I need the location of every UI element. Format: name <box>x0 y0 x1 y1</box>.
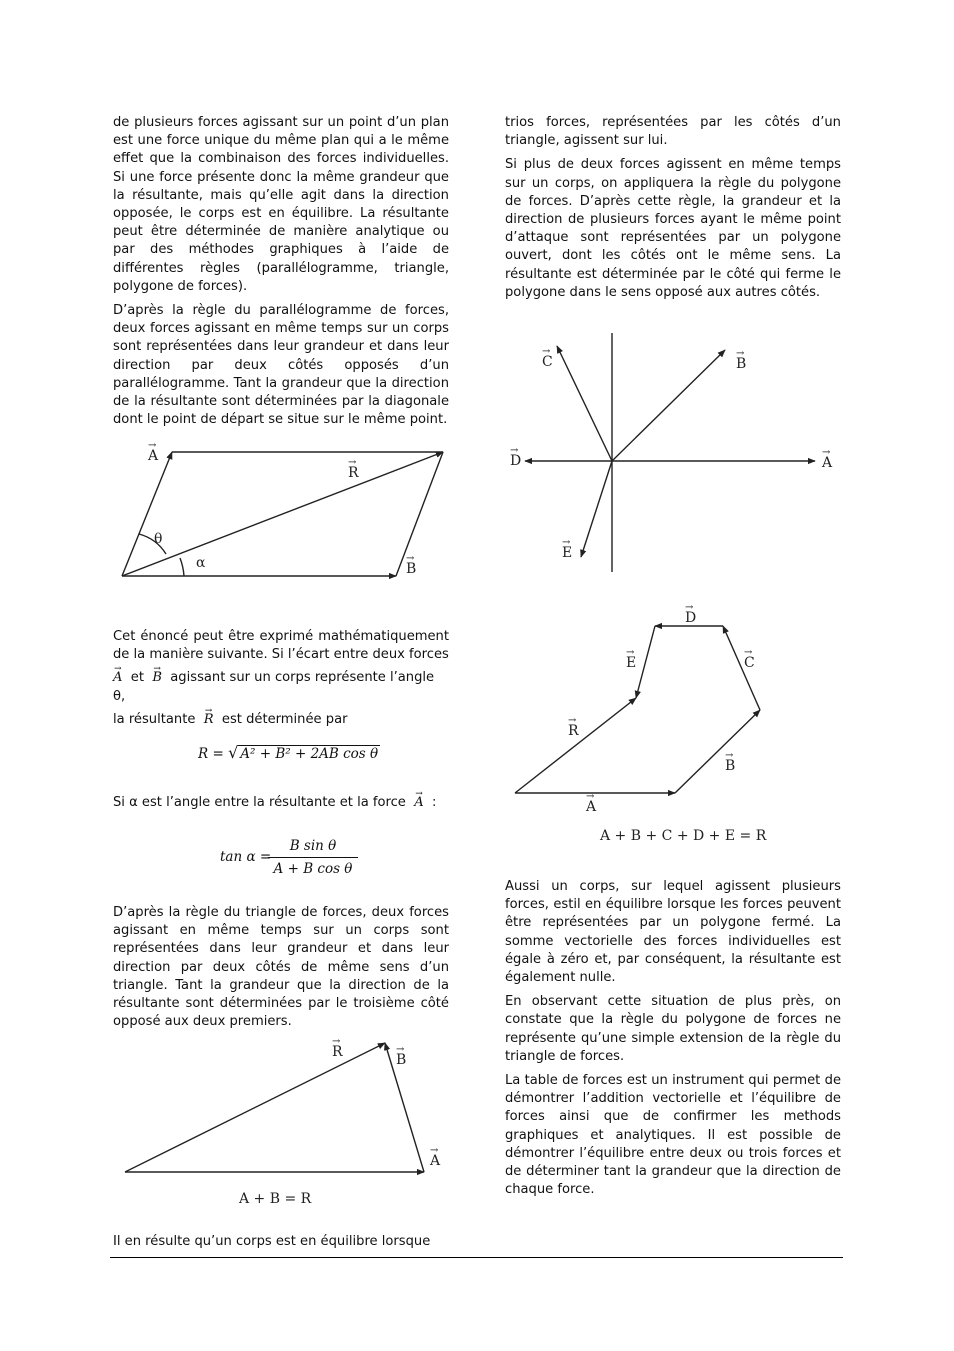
poly-label-c: C <box>744 655 755 671</box>
svg-text:→: → <box>822 447 831 458</box>
left-paragraph-1: de plusieurs forces agissant sur un point d’un plan est une force unique du même plan qui a le même effet que la combinaison des forces individuelles. Si une force présente donc la même grandeur que la résultante, mais qu’elle agit dans la direction opposée, le corps est en équilibre. La résultante peut être déterminée de manière analytique ou par des méthodes graphiques à l’aide de différentes règles (parallélogramme, triangle, polygone de forces). <box>113 115 449 294</box>
left-column <box>113 114 449 435</box>
svg-text:→: → <box>542 346 551 357</box>
right-paragraph-3: Aussi un corps, sur lequel agissent plusieurs forces, estil en équilibre lorsque les forces peuvent être représentées par un polygone fermé. La somme vectorielle des forces individuelles est égale à zéro et, par conséquent, la résultante est également nulle. <box>505 879 841 986</box>
resultant-formula: R = √ A² + B² + 2AB cos θ <box>198 743 379 762</box>
svg-text:→: → <box>744 647 753 658</box>
vector-r: → R <box>204 711 214 729</box>
star-force-c <box>557 346 612 461</box>
triangle-figure <box>115 1035 455 1215</box>
right-paragraph-5: La table de forces est un instrument qui permet de démontrer l’addition vectorielle et l’équilibre de forces ainsi que de confirmer les methods graphiques et analytiques. Il est possible de démontrer l’équilibre entre deux ou trois forces et de déterminer tant la grandeur que la direction de chaque force. <box>505 1073 841 1198</box>
right-paragraph-1: trios forces, représentées par les côtés d’un triangle, agissent sur lui. <box>505 115 841 149</box>
left-paragraph-6: Il en résulte qu’un corps est en équilibre lorsque <box>113 1234 431 1249</box>
force-star-figure <box>505 330 850 575</box>
svg-text:→: → <box>332 1036 341 1047</box>
tri-label-a: A <box>430 1153 441 1169</box>
right-column <box>505 114 841 308</box>
right-paragraph-2: Si plus de deux forces agissent en même temps sur un corps, on appliquera la règle du polygone de forces. D’après cette règle, la grandeur et la direction de plusieurs forces ayant le même point d’attaque sont représentées par un polygone ouvert, dont les côtés ont le même sens. La résultante est déterminée par le côté qui ferme le polygone dans le sens opposé aux autres côtés. <box>505 157 841 300</box>
tri-label-r: R <box>332 1044 343 1060</box>
star-force-b <box>612 350 725 461</box>
tan-formula: tan α = B sin θ A + B cos θ <box>220 838 350 882</box>
star-label-c: C <box>542 354 553 370</box>
parallelogram-right-edge <box>396 452 443 576</box>
polygon-caption: A + B + C + D + E = R <box>600 828 767 844</box>
svg-text:→: → <box>626 647 635 658</box>
parallelogram-figure <box>110 440 455 585</box>
svg-text:→: → <box>396 1044 405 1055</box>
star-label-a: A <box>822 455 833 471</box>
polygon-force-e <box>636 626 655 698</box>
svg-text:→: → <box>736 348 745 359</box>
vector-a-2: → A <box>414 794 423 812</box>
right-paragraph-4: En observant cette situation de plus près, on constate que la règle du polygone de forces ne représente qu’une simple extension de la règle du triangle de forces. <box>505 994 841 1064</box>
vector-b: → B <box>152 669 162 687</box>
svg-text:→: → <box>562 537 571 548</box>
label-a: A <box>148 448 159 464</box>
label-b-arrow: → <box>406 553 415 564</box>
poly-label-r: R <box>568 723 579 739</box>
label-b: B <box>406 561 417 577</box>
svg-text:→: → <box>430 1145 439 1156</box>
label-a-arrow: → <box>148 440 157 451</box>
label-r: R <box>348 465 359 481</box>
polygon-resultant <box>515 698 636 793</box>
label-alpha: α <box>196 555 206 571</box>
poly-label-d: D <box>685 610 697 626</box>
force-a-arrow <box>122 452 172 576</box>
polygon-force-b <box>675 710 760 793</box>
resultant-arrow <box>122 452 443 576</box>
footer-rule <box>110 1257 843 1258</box>
left-paragraph-5: D’après la règle du triangle de forces, deux forces agissant en même temps sur un corps sont représentées dans leur grandeur et dans leur direction par deux côtés de même sens d’un triangle. Tant la grandeur que la direction de la résultante sont déterminées par le troisième côté opposé aux deux premiers. <box>113 905 449 1030</box>
svg-text:→: → <box>685 602 694 613</box>
left-paragraph-2: D’après la règle du parallélogramme de forces, deux forces agissant en même temps sur un corps sont représentées dans leur grandeur et dans leur direction par deux côtés opposés d’un parallélogramme. Tant la grandeur que la direction de la résultante sont déterminées par la diagonale dont le point de départ se situe sur le même point. <box>113 303 449 428</box>
star-label-b: B <box>736 356 747 372</box>
poly-label-e: E <box>626 655 637 671</box>
poly-label-b: B <box>725 758 736 774</box>
right-column-lower <box>505 878 841 1205</box>
force-polygon-figure <box>505 602 850 850</box>
label-r-arrow: → <box>348 457 357 468</box>
left-paragraph-3: Cet énoncé peut être exprimé mathématiquement de la manière suivante. Si l’écart entre deux forces → A et → B agissant sur un corps représente l’angle θ, la résultante → R est déterminée par <box>113 628 449 729</box>
star-force-e <box>581 461 612 557</box>
label-theta: θ <box>154 531 163 547</box>
svg-text:→: → <box>568 715 577 726</box>
left-paragraph-4: Si α est l’angle entre la résultante et la force → A : <box>113 794 449 812</box>
poly-label-a: A <box>586 799 597 815</box>
svg-text:→: → <box>510 445 519 456</box>
svg-text:→: → <box>586 791 595 802</box>
star-label-e: E <box>562 545 573 561</box>
star-label-d: D <box>510 453 522 469</box>
svg-text:→: → <box>725 750 734 761</box>
triangle-resultant <box>125 1043 385 1172</box>
alpha-arc <box>180 558 184 576</box>
tri-label-b: B <box>396 1052 407 1068</box>
triangle-caption: A + B = R <box>239 1191 312 1207</box>
vector-a: → A <box>113 669 122 687</box>
